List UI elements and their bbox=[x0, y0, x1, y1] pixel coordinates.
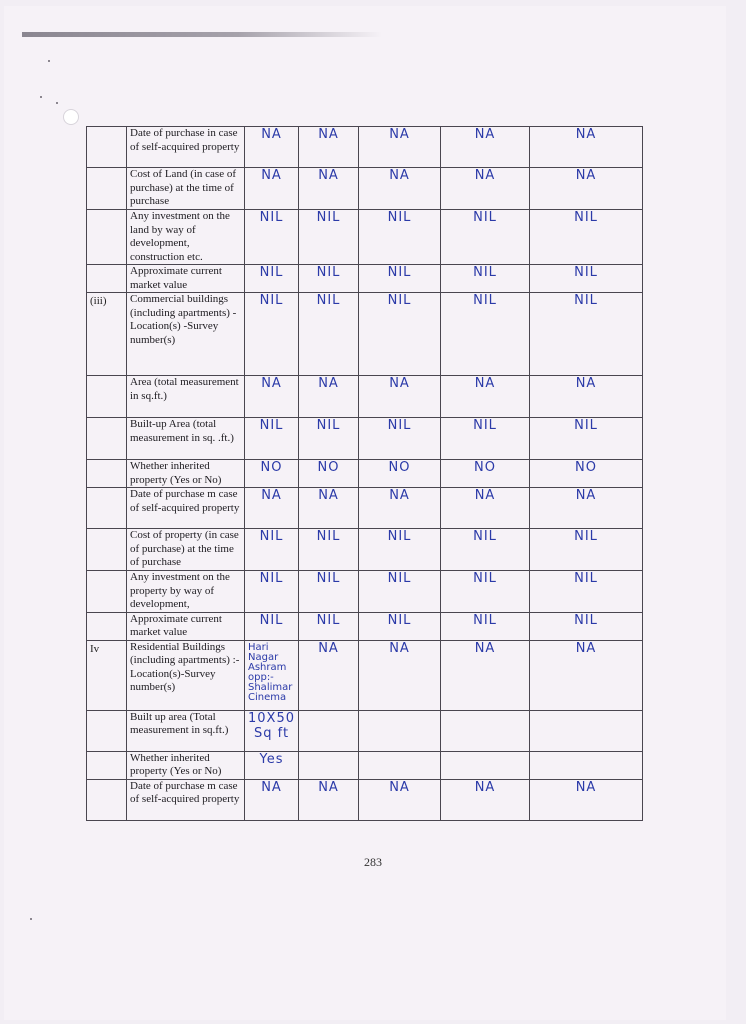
row-label: Whether inherited property (Yes or No) bbox=[127, 751, 245, 779]
value-cell: NA bbox=[441, 168, 530, 210]
value-cell: NA bbox=[530, 640, 643, 710]
value-cell: NIL bbox=[441, 612, 530, 640]
value-cell: NA bbox=[359, 127, 441, 168]
table-row bbox=[87, 488, 643, 529]
value-cell: NIL bbox=[530, 571, 643, 613]
value-cell: NIL bbox=[299, 571, 359, 613]
value-cell: NA bbox=[359, 779, 441, 820]
table-row bbox=[87, 418, 643, 460]
value-cell: NIL bbox=[299, 418, 359, 460]
serial-cell bbox=[87, 168, 127, 210]
scan-speck bbox=[56, 102, 58, 104]
value-cell: NA bbox=[299, 376, 359, 418]
table-row bbox=[87, 293, 643, 376]
value-cell: NIL bbox=[299, 612, 359, 640]
serial-cell bbox=[87, 751, 127, 779]
value-cell: NIL bbox=[359, 210, 441, 265]
value-cell: NA bbox=[245, 376, 299, 418]
table-row bbox=[87, 210, 643, 265]
value-cell: NA bbox=[441, 376, 530, 418]
value-cell: NIL bbox=[530, 210, 643, 265]
value-cell: NIL bbox=[359, 571, 441, 613]
serial-cell bbox=[87, 779, 127, 820]
value-cell: NA bbox=[530, 168, 643, 210]
value-cell: NIL bbox=[245, 418, 299, 460]
row-label: Date of purchase in case of self-acquired property bbox=[127, 127, 245, 168]
row-label: Date of purchase m case of self-acquired property bbox=[127, 488, 245, 529]
value-cell: NA bbox=[245, 127, 299, 168]
immovable-assets-table bbox=[86, 126, 643, 821]
table-row bbox=[87, 612, 643, 640]
value-cell: NA bbox=[299, 127, 359, 168]
value-cell: NIL bbox=[299, 265, 359, 293]
serial-cell: (iii) bbox=[87, 293, 127, 376]
value-cell: NIL bbox=[441, 210, 530, 265]
value-cell bbox=[359, 751, 441, 779]
value-cell: NA bbox=[359, 488, 441, 529]
value-cell: NIL bbox=[245, 210, 299, 265]
value-cell: NIL bbox=[299, 529, 359, 571]
serial-cell bbox=[87, 210, 127, 265]
value-cell: NA bbox=[441, 779, 530, 820]
value-cell: NIL bbox=[245, 612, 299, 640]
table-row bbox=[87, 460, 643, 488]
table-row bbox=[87, 640, 643, 710]
value-cell: NIL bbox=[530, 418, 643, 460]
value-cell: NA bbox=[299, 640, 359, 710]
row-label: Residential Buildings (including apartments) :- Location(s)-Survey number(s) bbox=[127, 640, 245, 710]
value-cell: NO bbox=[245, 460, 299, 488]
value-cell bbox=[441, 710, 530, 751]
row-label: Built-up Area (total measurement in sq. .ft.) bbox=[127, 418, 245, 460]
value-cell bbox=[441, 751, 530, 779]
value-cell: NA bbox=[441, 488, 530, 529]
table-row bbox=[87, 710, 643, 751]
row-label: Any investment on the land by way of development, construction etc. bbox=[127, 210, 245, 265]
value-cell bbox=[359, 710, 441, 751]
scan-speck bbox=[30, 918, 32, 920]
value-cell: NIL bbox=[245, 529, 299, 571]
value-cell: NO bbox=[530, 460, 643, 488]
value-cell: NO bbox=[299, 460, 359, 488]
row-label: Cost of property (in case of purchase) at the time of purchase bbox=[127, 529, 245, 571]
row-label: Date of purchase m case of self-acquired property bbox=[127, 779, 245, 820]
serial-cell bbox=[87, 418, 127, 460]
value-cell: NIL bbox=[359, 529, 441, 571]
value-cell: 10X50 Sq ft bbox=[245, 710, 299, 751]
value-cell: NA bbox=[245, 488, 299, 529]
value-cell: NIL bbox=[441, 529, 530, 571]
serial-cell bbox=[87, 127, 127, 168]
value-cell: NIL bbox=[441, 293, 530, 376]
table-row bbox=[87, 168, 643, 210]
value-cell: NIL bbox=[245, 571, 299, 613]
serial-cell bbox=[87, 571, 127, 613]
value-cell: NA bbox=[245, 779, 299, 820]
value-cell: NA bbox=[530, 488, 643, 529]
value-cell: NA bbox=[359, 168, 441, 210]
value-cell: NIL bbox=[245, 293, 299, 376]
value-cell: NIL bbox=[245, 265, 299, 293]
scan-speck bbox=[48, 60, 50, 62]
serial-cell bbox=[87, 376, 127, 418]
table-row bbox=[87, 751, 643, 779]
value-cell: NIL bbox=[441, 571, 530, 613]
value-cell: NIL bbox=[530, 612, 643, 640]
serial-cell: Iv bbox=[87, 640, 127, 710]
serial-cell bbox=[87, 529, 127, 571]
value-cell: NO bbox=[441, 460, 530, 488]
value-cell: NA bbox=[299, 779, 359, 820]
serial-cell bbox=[87, 265, 127, 293]
value-cell: NIL bbox=[359, 265, 441, 293]
table-row bbox=[87, 529, 643, 571]
value-cell: NIL bbox=[359, 293, 441, 376]
value-cell: NIL bbox=[441, 265, 530, 293]
row-label: Approximate current market value bbox=[127, 265, 245, 293]
table-row bbox=[87, 779, 643, 820]
serial-cell bbox=[87, 460, 127, 488]
row-label: Built up area (Total measurement in sq.ft.) bbox=[127, 710, 245, 751]
value-cell: NA bbox=[299, 168, 359, 210]
value-cell: NIL bbox=[530, 293, 643, 376]
page-number: 283 bbox=[364, 855, 382, 869]
value-cell: NIL bbox=[530, 529, 643, 571]
value-cell: NIL bbox=[530, 265, 643, 293]
punch-hole bbox=[63, 109, 79, 125]
value-cell: NA bbox=[299, 488, 359, 529]
value-cell: Yes bbox=[245, 751, 299, 779]
value-cell: NA bbox=[530, 376, 643, 418]
table-row bbox=[87, 571, 643, 613]
value-cell: NIL bbox=[359, 418, 441, 460]
serial-cell bbox=[87, 612, 127, 640]
value-cell: NA bbox=[530, 127, 643, 168]
scan-speck bbox=[40, 96, 42, 98]
row-label: Any investment on the property by way of development, bbox=[127, 571, 245, 613]
row-label: Whether inherited property (Yes or No) bbox=[127, 460, 245, 488]
table-row bbox=[87, 265, 643, 293]
row-label: Commercial buildings (including apartments) -Location(s) -Survey number(s) bbox=[127, 293, 245, 376]
table-row bbox=[87, 127, 643, 168]
value-cell bbox=[530, 751, 643, 779]
value-cell: NA bbox=[530, 779, 643, 820]
value-cell: NA bbox=[359, 640, 441, 710]
value-cell: NA bbox=[359, 376, 441, 418]
row-label: Area (total measurement in sq.ft.) bbox=[127, 376, 245, 418]
scan-edge-mark bbox=[22, 32, 382, 37]
table-row bbox=[87, 376, 643, 418]
serial-cell bbox=[87, 488, 127, 529]
value-cell bbox=[299, 751, 359, 779]
value-cell: NIL bbox=[299, 293, 359, 376]
value-cell: NIL bbox=[359, 612, 441, 640]
value-cell: NIL bbox=[299, 210, 359, 265]
row-label: Approximate current market value bbox=[127, 612, 245, 640]
serial-cell bbox=[87, 710, 127, 751]
value-cell: Hari Nagar Ashram opp:- Shalimar Cinema bbox=[245, 640, 299, 710]
value-cell bbox=[299, 710, 359, 751]
value-cell: NIL bbox=[441, 418, 530, 460]
value-cell bbox=[530, 710, 643, 751]
value-cell: NO bbox=[359, 460, 441, 488]
row-label: Cost of Land (in case of purchase) at the time of purchase bbox=[127, 168, 245, 210]
value-cell: NA bbox=[441, 127, 530, 168]
value-cell: NA bbox=[441, 640, 530, 710]
value-cell: NA bbox=[245, 168, 299, 210]
